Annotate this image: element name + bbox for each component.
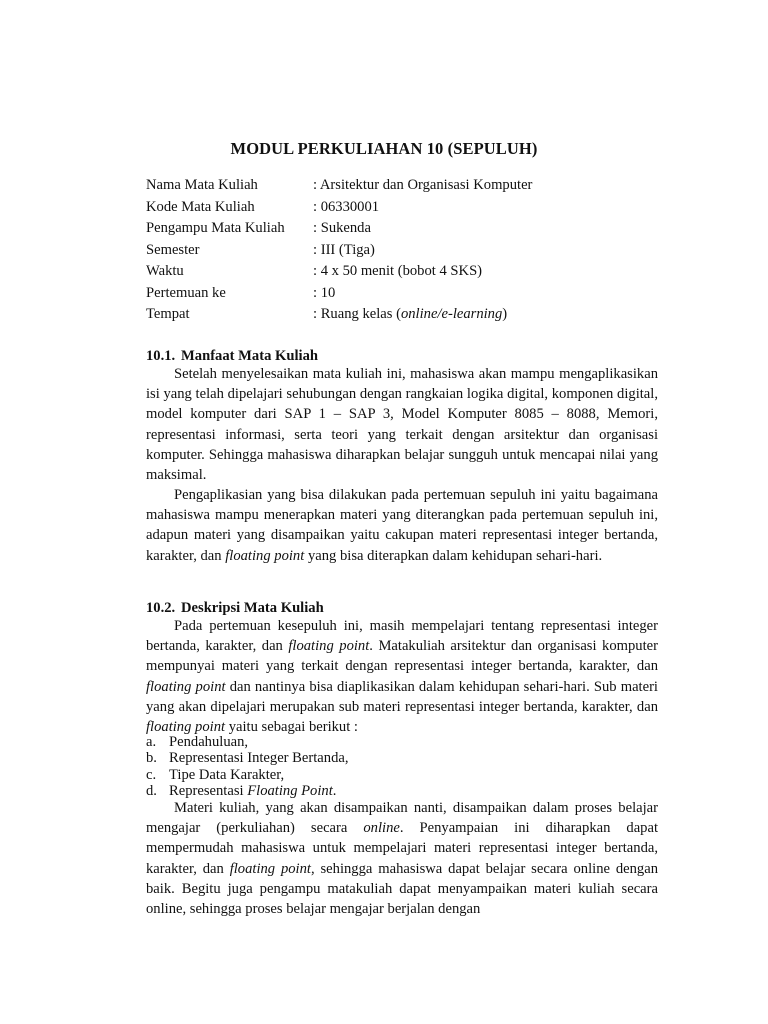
info-value: : Arsitektur dan Organisasi Komputer (313, 177, 533, 193)
list-marker: c. (146, 766, 157, 783)
info-value: : 10 (313, 284, 336, 301)
list-marker: a. (146, 734, 157, 750)
info-value: : Ruang kelas (online/e-learning) (313, 306, 508, 322)
paragraph-deskripsi-1: Pada pertemuan kesepuluh ini, masih mempelajari tentang representasi integer bertanda, karakter, dan floating point. Matakuliah arsitektur dan organisasi komputer mempunyai materi yang terkait dengan representasi integer bertanda, karakter, dan floating point dan nantinya bisa diaplikasikan dalam kehidupan sehari-hari. Sub materi yang akan dipelajari merupakan sub materi representasi integer bertanda, karakter, dan floating point yaitu sebagai berikut : (146, 618, 658, 736)
info-label: Waktu (146, 263, 184, 279)
section-heading-deskripsi (146, 598, 324, 618)
list-text: Pendahuluan, (169, 734, 249, 750)
list-text: Representasi Floating Point. (169, 782, 337, 799)
list-text: Tipe Data Karakter, (169, 766, 285, 783)
info-row-tempat (146, 304, 666, 326)
info-value: : Sukenda (313, 220, 371, 236)
info-value: : III (Tiga) (313, 241, 375, 258)
info-value: : 4 x 50 menit (bobot 4 SKS) (313, 263, 483, 279)
info-row-nama (146, 175, 666, 197)
info-row-waktu (146, 261, 666, 283)
list-item (146, 734, 658, 750)
list-item (146, 767, 658, 783)
section-number: 10.2. (146, 600, 176, 616)
info-label: Kode Mata Kuliah (146, 198, 255, 215)
info-value: : 06330001 (313, 198, 380, 215)
list-item (146, 750, 658, 766)
info-row-semester (146, 240, 666, 262)
list-text: Representasi Integer Bertanda, (169, 750, 349, 767)
list-marker: b. (146, 750, 157, 767)
info-row-pertemuan (146, 283, 666, 305)
paragraph-deskripsi-2: Materi kuliah, yang akan disampaikan nanti, disampaikan dalam proses belajar mengajar (perkuliahan) secara online. Penyampaian ini diharapkan dapat mempermudah mahasiswa untuk mempelajari materi representasi integer bertanda, karakter, dan floating point, sehingga mahasiswa dapat belajar secara online dengan baik. Begitu juga pengampu matakuliah dapat menyampaikan materi kuliah secara online, sehingga proses belajar mengajar berjalan dengan (146, 800, 658, 918)
section-number: 10.1. (146, 348, 176, 364)
paragraph-manfaat-1: Setelah menyelesaikan mata kuliah ini, mahasiswa akan mampu mengaplikasikan isi yang telah dipelajari sehubungan dengan rangkaian logika digital, komponen digital, model komputer dari SAP 1 – SAP 3, Model Komputer 8085 – 8088, Memori, representasi informasi, serta teori yang terkait dengan arsitektur dan organisasi komputer. Sehingga mahasiswa diharapkan belajar sungguh untuk mencapai nilai yang maksimal. (146, 366, 658, 484)
sub-materi-list (146, 734, 658, 799)
list-item (146, 783, 658, 799)
info-label: Tempat (146, 306, 190, 322)
info-label: Pertemuan ke (146, 284, 226, 301)
info-label: Pengampu Mata Kuliah (146, 220, 285, 236)
list-marker: d. (146, 782, 157, 799)
info-row-kode (146, 197, 666, 219)
section-heading-manfaat (146, 346, 318, 366)
section-title: Deskripsi Mata Kuliah (181, 600, 324, 616)
info-label: Nama Mata Kuliah (146, 177, 258, 193)
paragraph-manfaat-2: Pengaplikasian yang bisa dilakukan pada pertemuan sepuluh ini yaitu bagaimana mahasiswa mampu menerapkan materi yang diterangkan pada pertemuan sepuluh ini, adapun materi yang disampaikan yaitu cakupan materi representasi integer bertanda, karakter, dan floating point yang bisa diterapkan dalam kehidupan sehari-hari. (146, 487, 658, 564)
document-title: MODUL PERKULIAHAN 10 (SEPULUH) (230, 139, 538, 158)
info-row-pengampu (146, 218, 666, 240)
section-title: Manfaat Mata Kuliah (181, 348, 319, 364)
info-label: Semester (146, 241, 200, 258)
